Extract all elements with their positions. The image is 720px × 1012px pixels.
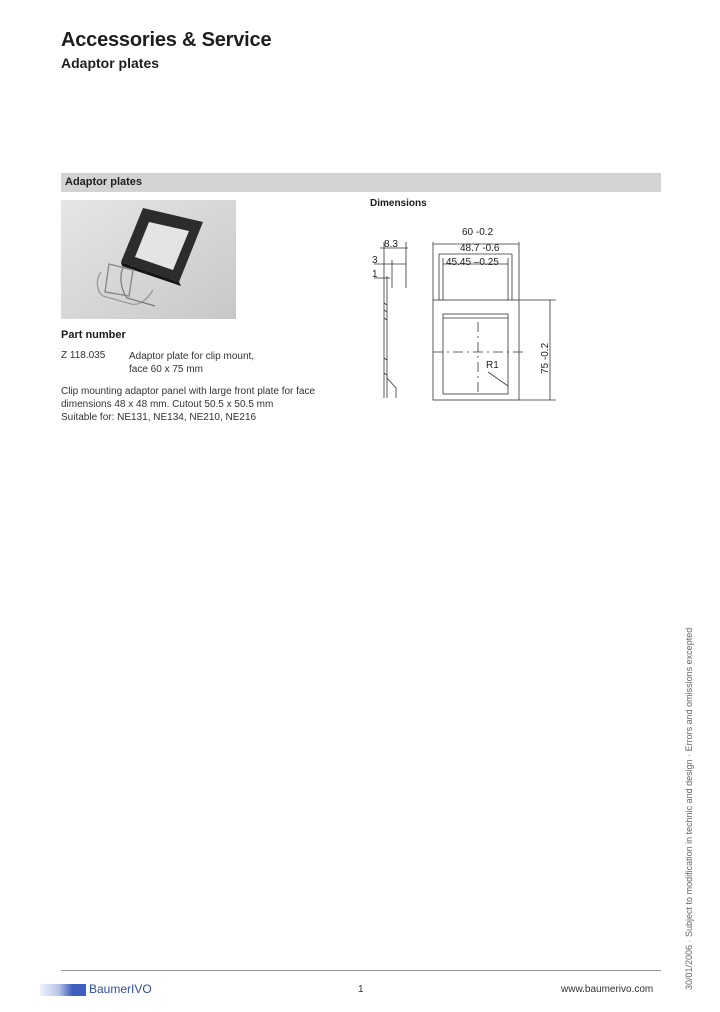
- dim-depth-label: 8.3: [384, 239, 398, 250]
- dimension-drawing: [360, 218, 570, 413]
- dim-width-mid-label: 48.7 -0.6: [460, 243, 500, 254]
- part-number-code: Z 118.035: [61, 350, 106, 361]
- part-number-heading: Part number: [61, 329, 126, 341]
- page-subtitle: Adaptor plates: [61, 55, 160, 71]
- page-title: Accessories & Service: [61, 29, 272, 51]
- body-line: dimensions 48 x 48 mm. Cutout 50.5 x 50.5 mm: [61, 399, 274, 410]
- dim-thickness-label: 1: [372, 269, 378, 280]
- part-description-line: face 60 x 75 mm: [129, 364, 203, 375]
- dimensions-heading: Dimensions: [370, 198, 427, 209]
- legal-side-note: 30/01/2006 · Subject to modification in technic and design · Errors and omissions excepted: [684, 627, 694, 990]
- body-line: Clip mounting adaptor panel with large front plate for face: [61, 386, 316, 397]
- product-body-text: [61, 385, 315, 424]
- page-number: 1: [358, 984, 364, 995]
- section-title: Adaptor plates: [65, 176, 143, 188]
- part-description-line: Adaptor plate for clip mount,: [129, 351, 255, 362]
- dim-width-inner-label: 45.45 –0.25: [446, 257, 499, 268]
- dim-lip-label: 3: [372, 255, 378, 266]
- body-line: Suitable for: NE131, NE134, NE210, NE216: [61, 412, 257, 423]
- brand-name: BaumerIVO: [89, 982, 152, 996]
- dim-width-outer-label: 60 -0.2: [462, 227, 494, 238]
- section-header-bar: [61, 173, 661, 192]
- logo-gradient-bars: [40, 984, 86, 996]
- dim-height-label: 75 -0.2: [540, 342, 551, 374]
- dim-radius-label: R1: [486, 360, 499, 371]
- part-description: [129, 350, 329, 376]
- footer-divider: [61, 970, 661, 971]
- website-link[interactable]: www.baumerivo.com: [561, 984, 654, 995]
- product-photo: [61, 200, 236, 319]
